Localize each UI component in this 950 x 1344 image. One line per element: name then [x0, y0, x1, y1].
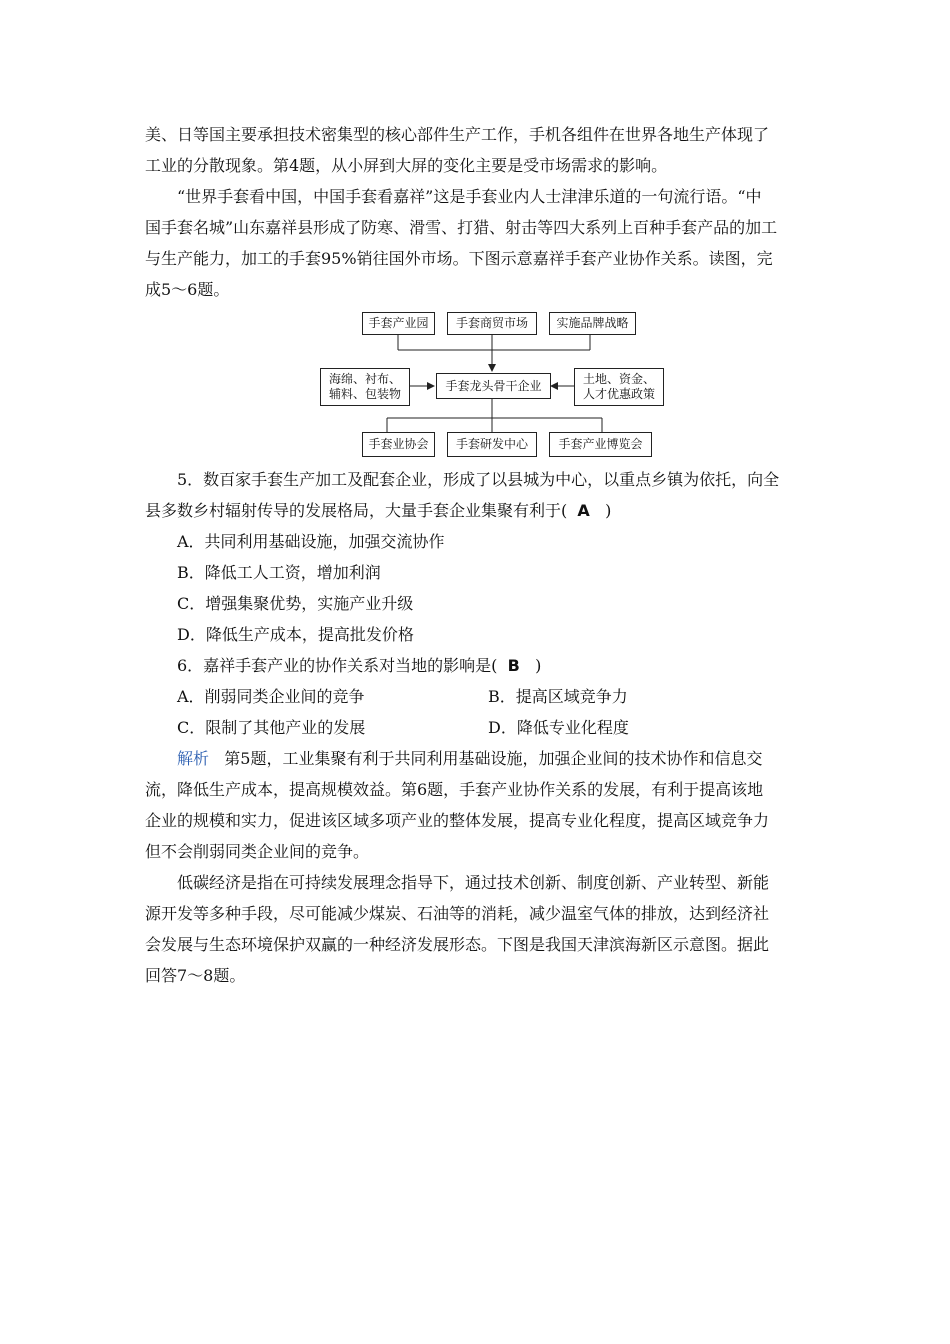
- passage2-line2: 源开发等多种手段，尽可能减少煤炭、石油等的消耗，减少温室气体的排放，达到经济社: [145, 904, 770, 923]
- diagram-box-materials-line1: 海绵、衬布、: [328, 372, 401, 386]
- diagram-box-leading-enterprises: 手套龙头骨干企业: [436, 373, 551, 399]
- diagram-box-policies: [574, 368, 664, 406]
- diagram-box-rd-center: 手套研发中心: [447, 432, 537, 457]
- analysis-line4: 但不会削弱同类企业间的竞争。: [145, 842, 370, 861]
- q5-option-c: C．增强集聚优势，实施产业升级: [177, 594, 414, 613]
- diagram-box-glove-park: 手套产业园: [362, 312, 435, 335]
- paragraph-line: “世界手套看中国，中国手套看嘉祥”这是手套业内人士津津乐道的一句流行语。“中: [177, 187, 762, 206]
- paragraph-line: 工业的分散现象。第4题，从小屏到大屏的变化主要是受市场需求的影响。: [145, 156, 668, 175]
- q5-option-a: A．共同利用基础设施，加强交流协作: [177, 532, 445, 551]
- q5-option-d: D．降低生产成本，提高批发价格: [177, 625, 414, 644]
- paragraph-line: 国手套名城”山东嘉祥县形成了防寒、滑雪、打猎、射击等四大系列上百种手套产品的加工: [145, 218, 778, 237]
- passage2-line4: 回答7～8题。: [145, 966, 246, 985]
- diagram-box-glove-association: 手套业协会: [362, 432, 435, 457]
- analysis-line1: [177, 749, 762, 769]
- q5-stem-text: 县多数乡村辐射传导的发展格局，大量手套企业集聚有利于(: [145, 501, 568, 520]
- analysis-label: 解析: [177, 749, 210, 768]
- q6-option-d: D．降低专业化程度: [488, 718, 629, 737]
- diagram-box-materials: [320, 368, 410, 406]
- analysis-text1: 第5题，工业集聚有利于共同利用基础设施，加强企业间的技术协作和信息交: [224, 749, 763, 768]
- diagram-box-policies-line2: 人才优惠政策: [582, 387, 655, 401]
- diagram-box-materials-line2: 辅料、包装物: [328, 387, 401, 401]
- q6-stem-text: 6．嘉祥手套产业的协作关系对当地的影响是(: [177, 656, 498, 675]
- q5-option-b: B．降低工人工资，增加利润: [177, 563, 381, 582]
- q5-answer: A: [577, 501, 590, 520]
- passage2-line3: 会发展与生态环境保护双赢的一种经济发展形态。下图是我国天津滨海新区示意图。据此: [145, 935, 770, 954]
- q5-stem-line2: [145, 501, 611, 521]
- q6-stem: [177, 656, 541, 676]
- q6-option-b: B．提高区域竞争力: [488, 687, 628, 706]
- paragraph-line: 成5～6题。: [145, 280, 230, 299]
- q6-option-c: C．限制了其他产业的发展: [177, 718, 366, 737]
- industry-cooperation-diagram: [320, 310, 665, 460]
- diagram-box-policies-line1: 土地、资金、: [582, 372, 655, 386]
- diagram-box-brand-strategy: 实施品牌战略: [549, 312, 636, 335]
- q5-stem-line1: 5．数百家手套生产加工及配套企业，形成了以县城为中心，以重点乡镇为依托，向全: [177, 470, 780, 489]
- q6-stem-close: ): [535, 656, 542, 675]
- diagram-box-glove-market: 手套商贸市场: [447, 312, 537, 335]
- analysis-line2: 流，降低生产成本，提高规模效益。第6题，手套产业协作关系的发展，有利于提高该地: [145, 780, 764, 799]
- analysis-line3: 企业的规模和实力，促进该区域多项产业的整体发展，提高专业化程度，提高区域竞争力: [145, 811, 770, 830]
- passage2-line1: 低碳经济是指在可持续发展理念指导下，通过技术创新、制度创新、产业转型、新能: [177, 873, 770, 892]
- q6-answer: B: [507, 656, 520, 675]
- q5-stem-close: ): [605, 501, 612, 520]
- q6-option-a: A．削弱同类企业间的竞争: [177, 687, 365, 706]
- diagram-box-expo: 手套产业博览会: [549, 432, 652, 457]
- paragraph-line: 与生产能力，加工的手套95%销往国外市场。下图示意嘉祥手套产业协作关系。读图，完: [145, 249, 773, 268]
- paragraph-line: 美、日等国主要承担技术密集型的核心部件生产工作，手机各组件在世界各地生产体现了: [145, 125, 770, 144]
